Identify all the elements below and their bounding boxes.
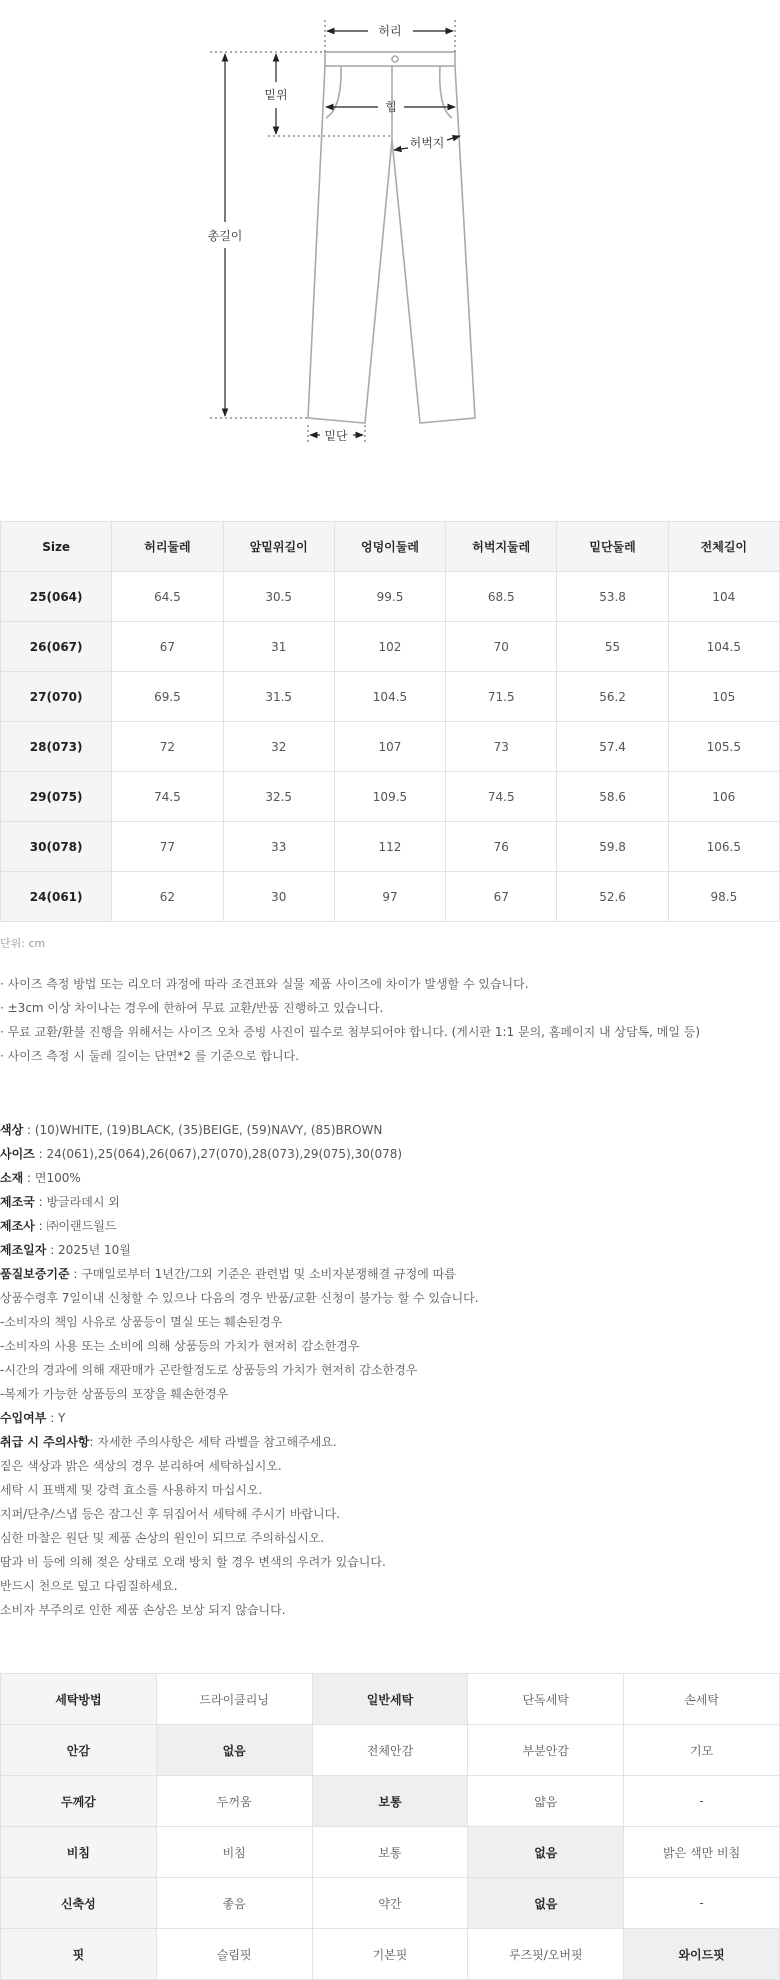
table-cell: 104 (668, 572, 779, 622)
size-cell: 26(067) (1, 622, 112, 672)
size-cell: 28(073) (1, 722, 112, 772)
warranty-line: -시간의 경과에 의해 재판매가 곤란할정도로 상품등의 가치가 현저히 감소한경우 (0, 1363, 418, 1377)
care-option: 기모 (624, 1725, 780, 1776)
care-row-thickness (1, 1776, 780, 1827)
care-option: 부분안감 (468, 1725, 624, 1776)
table-cell: 67 (112, 622, 223, 672)
info-size: 사이즈 : 24(061),25(064),26(067),27(070),28(073),29(075),30(078) (0, 1147, 403, 1161)
table-cell: 109.5 (334, 772, 445, 822)
product-info (0, 1118, 780, 1622)
size-cell: 30(078) (1, 822, 112, 872)
table-cell: 107 (334, 722, 445, 772)
table-cell: 105.5 (668, 722, 779, 772)
info-date: 제조일자 : 2025년 10월 (0, 1243, 131, 1257)
table-cell: 62 (112, 872, 223, 922)
label-hip: 힙 (385, 100, 397, 114)
table-cell: 30 (223, 872, 334, 922)
table-cell: 106.5 (668, 822, 779, 872)
header-size: Size (1, 522, 112, 572)
table-cell: 31.5 (223, 672, 334, 722)
header-thigh: 허벅지둘레 (446, 522, 557, 572)
care-row-sheerness (1, 1827, 780, 1878)
table-cell: 68.5 (446, 572, 557, 622)
label-waist: 허리 (378, 24, 402, 38)
table-cell: 77 (112, 822, 223, 872)
warranty-line: -소비자의 사용 또는 소비에 의해 상품등의 가치가 현저히 감소한경우 (0, 1339, 360, 1353)
warranty-line: -소비자의 책임 사유로 상품등이 멸실 또는 훼손된경우 (0, 1315, 283, 1329)
care-row-fit (1, 1929, 780, 1980)
care-option: 보통 (312, 1827, 468, 1878)
care-row-label: 두께감 (1, 1776, 157, 1827)
table-cell: 30.5 (223, 572, 334, 622)
table-cell: 32 (223, 722, 334, 772)
table-cell: 73 (446, 722, 557, 772)
table-row (1, 772, 780, 822)
header-hem: 밑단둘레 (557, 522, 668, 572)
care-row-wash (1, 1674, 780, 1725)
care-row-lining (1, 1725, 780, 1776)
size-cell: 24(061) (1, 872, 112, 922)
table-cell: 102 (334, 622, 445, 672)
care-option: 약간 (312, 1878, 468, 1929)
note-item: · ±3cm 이상 차이나는 경우에 한하여 무료 교환/반품 진행하고 있습니다. (0, 1001, 384, 1015)
info-care: 취급 시 주의사항: 자세한 주의사항은 세탁 라벨을 참고해주세요. (0, 1435, 337, 1449)
table-cell: 69.5 (112, 672, 223, 722)
table-cell: 70 (446, 622, 557, 672)
unit-label: 단위: cm (0, 937, 46, 950)
care-table (0, 1673, 780, 1980)
care-option: 없음 (468, 1878, 624, 1929)
table-cell: 33 (223, 822, 334, 872)
table-cell: 105 (668, 672, 779, 722)
table-cell: 106 (668, 772, 779, 822)
table-cell: 58.6 (557, 772, 668, 822)
care-option: 비침 (156, 1827, 312, 1878)
size-table (0, 521, 780, 922)
care-row-stretch (1, 1878, 780, 1929)
care-option: 슬림핏 (156, 1929, 312, 1980)
label-length: 총길이 (207, 229, 243, 243)
label-hem: 밑단 (324, 429, 348, 443)
table-cell: 104.5 (334, 672, 445, 722)
care-line: 반드시 천으로 덮고 다림질하세요. (0, 1579, 178, 1593)
header-waist: 허리둘레 (112, 522, 223, 572)
care-line: 세탁 시 표백제 및 강력 효소를 사용하지 마십시오. (0, 1483, 263, 1497)
table-row (1, 622, 780, 672)
care-option: 두꺼움 (156, 1776, 312, 1827)
info-maker: 제조사 : ㈜이랜드월드 (0, 1219, 117, 1233)
info-color: 색상 : (10)WHITE, (19)BLACK, (35)BEIGE, (59)NAVY, (85)BROWN (0, 1123, 383, 1137)
header-front-rise: 앞밑위길이 (223, 522, 334, 572)
note-item: · 사이즈 측정 방법 또는 리오더 과정에 따라 조견표와 실물 제품 사이즈에 차이가 발생할 수 있습니다. (0, 977, 529, 991)
table-cell: 64.5 (112, 572, 223, 622)
table-cell: 72 (112, 722, 223, 772)
table-row (1, 572, 780, 622)
table-cell: 98.5 (668, 872, 779, 922)
size-cell: 29(075) (1, 772, 112, 822)
info-material: 소재 : 면100% (0, 1171, 81, 1185)
table-row (1, 672, 780, 722)
label-thigh: 허벅지 (409, 136, 445, 150)
care-option: 손세탁 (624, 1674, 780, 1725)
care-line: 땀과 비 등에 의해 젖은 상태로 오래 방치 할 경우 변색의 우려가 있습니다. (0, 1555, 386, 1569)
table-cell: 74.5 (112, 772, 223, 822)
care-row-label: 신축성 (1, 1878, 157, 1929)
care-line: 심한 마찰은 원단 및 제품 손상의 원인이 되므로 주의하십시오. (0, 1531, 325, 1545)
guide-lines (207, 20, 455, 444)
table-row (1, 872, 780, 922)
table-cell: 112 (334, 822, 445, 872)
warranty-line: 상품수령후 7일이내 신청할 수 있으나 다음의 경우 반품/교환 신청이 불가능 할 수 있습니다. (0, 1291, 479, 1305)
care-option: 일반세탁 (312, 1674, 468, 1725)
table-cell: 32.5 (223, 772, 334, 822)
care-option: 와이드핏 (624, 1929, 780, 1980)
table-cell: 99.5 (334, 572, 445, 622)
size-table-header-row (1, 522, 780, 572)
care-option: - (624, 1878, 780, 1929)
table-cell: 74.5 (446, 772, 557, 822)
size-cell: 25(064) (1, 572, 112, 622)
table-cell: 76 (446, 822, 557, 872)
care-option: 좋음 (156, 1878, 312, 1929)
care-line: 지퍼/단추/스냅 등은 잠그신 후 뒤집어서 세탁해 주시기 바랍니다. (0, 1507, 340, 1521)
dimension-arrows (225, 31, 460, 435)
dimension-labels (208, 23, 445, 443)
size-notes (0, 972, 700, 1068)
care-line: 소비자 부주의로 인한 제품 손상은 보상 되지 않습니다. (0, 1603, 286, 1617)
note-item: · 무료 교환/환불 진행을 위해서는 사이즈 오차 증빙 사진이 필수로 첨부되어야 합니다. (게시판 1:1 문의, 홈페이지 내 상담톡, 메일 등) (0, 1025, 701, 1039)
care-option: 루즈핏/오버핏 (468, 1929, 624, 1980)
table-cell: 67 (446, 872, 557, 922)
care-line: 짙은 색상과 밝은 색상의 경우 분리하여 세탁하십시오. (0, 1459, 282, 1473)
table-cell: 57.4 (557, 722, 668, 772)
table-row (1, 822, 780, 872)
info-country: 제조국 : 방글라데시 외 (0, 1195, 120, 1209)
care-row-label: 비침 (1, 1827, 157, 1878)
pants-measurement-diagram (0, 0, 780, 470)
care-row-label: 세탁방법 (1, 1674, 157, 1725)
care-option: 얇음 (468, 1776, 624, 1827)
care-option: 밝은 색만 비침 (624, 1827, 780, 1878)
info-warranty: 품질보증기준 : 구매일로부터 1년간/그외 기준은 관련법 및 소비자분쟁해결 규정에 따름 (0, 1267, 456, 1281)
care-option: 없음 (468, 1827, 624, 1878)
table-row (1, 722, 780, 772)
label-rise: 밑위 (264, 88, 288, 102)
table-cell: 53.8 (557, 572, 668, 622)
care-option: 없음 (156, 1725, 312, 1776)
table-cell: 97 (334, 872, 445, 922)
care-row-label: 안감 (1, 1725, 157, 1776)
care-row-label: 핏 (1, 1929, 157, 1980)
warranty-line: -복제가 가능한 상품등의 포장을 훼손한경우 (0, 1387, 229, 1401)
table-cell: 55 (557, 622, 668, 672)
header-hip: 엉덩이둘레 (334, 522, 445, 572)
info-import: 수입여부 : Y (0, 1411, 66, 1425)
care-option: 전체안감 (312, 1725, 468, 1776)
table-cell: 31 (223, 622, 334, 672)
note-item: · 사이즈 측정 시 둘레 길이는 단면*2 를 기준으로 합니다. (0, 1049, 300, 1063)
care-option: 기본핏 (312, 1929, 468, 1980)
care-option: - (624, 1776, 780, 1827)
size-cell: 27(070) (1, 672, 112, 722)
care-option: 보통 (312, 1776, 468, 1827)
care-option: 드라이클리닝 (156, 1674, 312, 1725)
table-cell: 71.5 (446, 672, 557, 722)
table-cell: 52.6 (557, 872, 668, 922)
table-cell: 56.2 (557, 672, 668, 722)
table-cell: 59.8 (557, 822, 668, 872)
care-option: 단독세탁 (468, 1674, 624, 1725)
table-cell: 104.5 (668, 622, 779, 672)
header-total-length: 전체길이 (668, 522, 779, 572)
